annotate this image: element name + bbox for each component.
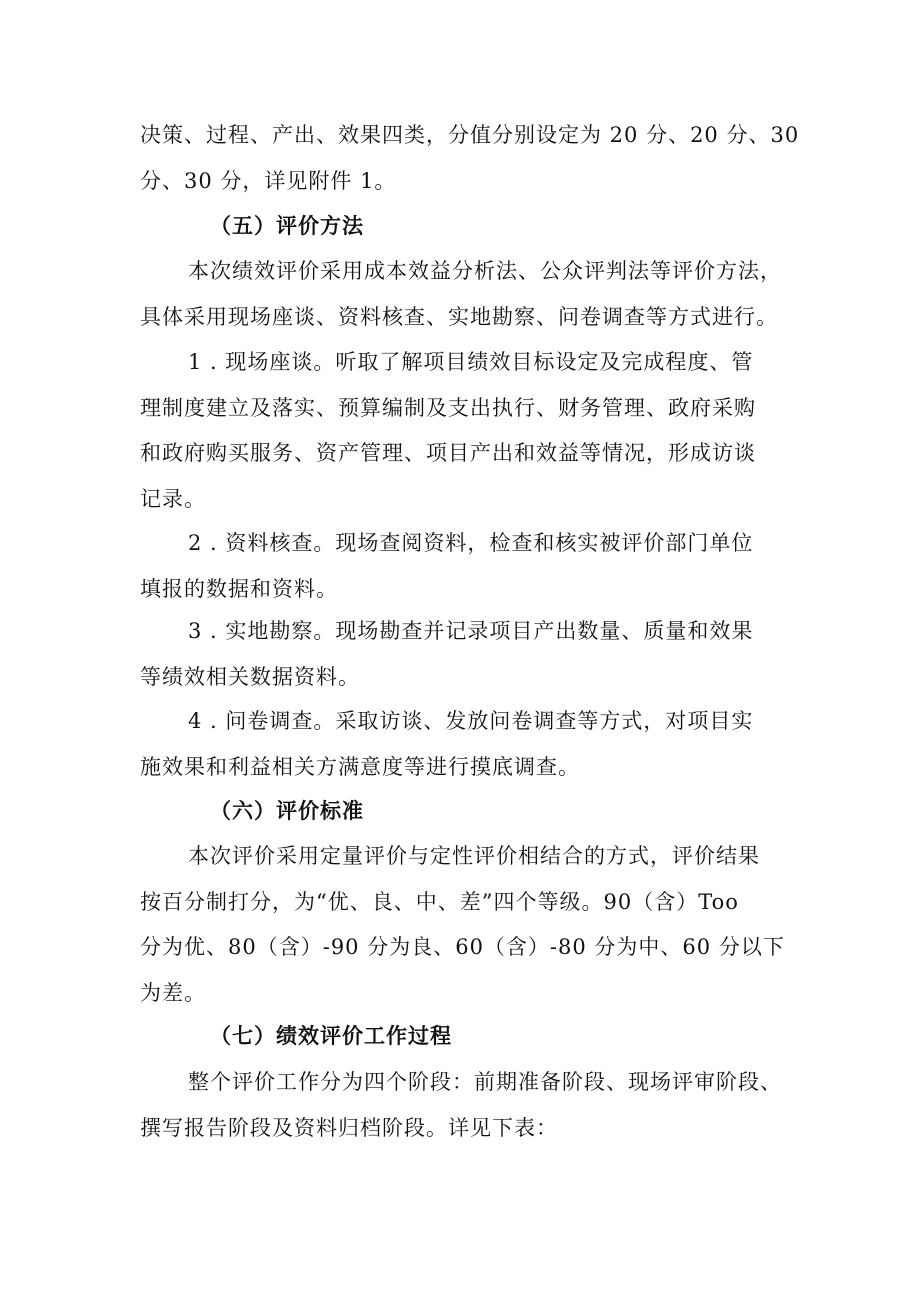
paragraph-item-document-review (140, 521, 790, 612)
text-line: 1 . 现场座谈。听取了解项目绩效目标设定及完成程度、管 (188, 350, 754, 374)
text-line: 4 . 问卷调查。采取访谈、发放问卷调查等方式，对项目实 (188, 709, 754, 733)
paragraph-item-on-site-discussion (140, 340, 790, 522)
text-line: 本次绩效评价采用成本效益分析法、公众评判法等评价方法， (188, 259, 782, 283)
section-heading-evaluation-method: （五）评价方法 (210, 214, 364, 238)
text-line: 分为优、80（含）-90 分为良、60（含）-80 分为中、60 分以下 (140, 935, 785, 959)
paragraph-work-process (140, 1060, 790, 1151)
section-heading-evaluation-standard: （六）评价标准 (210, 799, 364, 823)
text-line: 分、30 分，详见附件 1。 (140, 168, 397, 193)
paragraph-evaluation-standard (140, 834, 790, 1016)
text-line: 和政府购买服务、资产管理、项目产出和效益等情况，形成访谈 (140, 441, 756, 465)
text-line: 整个评价工作分为四个阶段：前期准备阶段、现场评审阶段、 (188, 1070, 782, 1094)
paragraph-item-site-inspection (140, 609, 790, 700)
text-line: 填报的数据和资料。 (140, 576, 338, 601)
text-line: 具体采用现场座谈、资料核查、实地勘察、问卷调查等方式进行。 (140, 304, 778, 329)
section-heading-work-process: （七）绩效评价工作过程 (210, 1024, 452, 1048)
paragraph-scoring-categories (140, 113, 800, 204)
text-line: 撰写报告阶段及资料归档阶段。详见下表： (140, 1115, 558, 1140)
text-line: 等绩效相关数据资料。 (140, 664, 360, 689)
text-line: 为差。 (140, 980, 206, 1005)
text-line: 施效果和利益相关方满意度等进行摸底调查。 (140, 754, 580, 779)
text-line: 3 . 实地勘察。现场勘查并记录项目产出数量、质量和效果 (188, 619, 754, 643)
text-line: 按百分制打分，为“优、良、中、差”四个等级。90（含）Too (140, 889, 739, 914)
text-line: 2 . 资料核查。现场查阅资料，检查和核实被评价部门单位 (188, 531, 754, 555)
text-line: 理制度建立及落实、预算编制及支出执行、财务管理、政府采购 (140, 395, 756, 420)
text-line: 本次评价采用定量评价与定性评价相结合的方式，评价结果 (188, 844, 760, 868)
paragraph-item-questionnaire (140, 699, 790, 790)
text-line: 记录。 (140, 486, 206, 511)
paragraph-evaluation-method (140, 249, 790, 340)
text-line: 决策、过程、产出、效果四类，分值分别设定为 20 分、20 分、30 (140, 123, 800, 147)
